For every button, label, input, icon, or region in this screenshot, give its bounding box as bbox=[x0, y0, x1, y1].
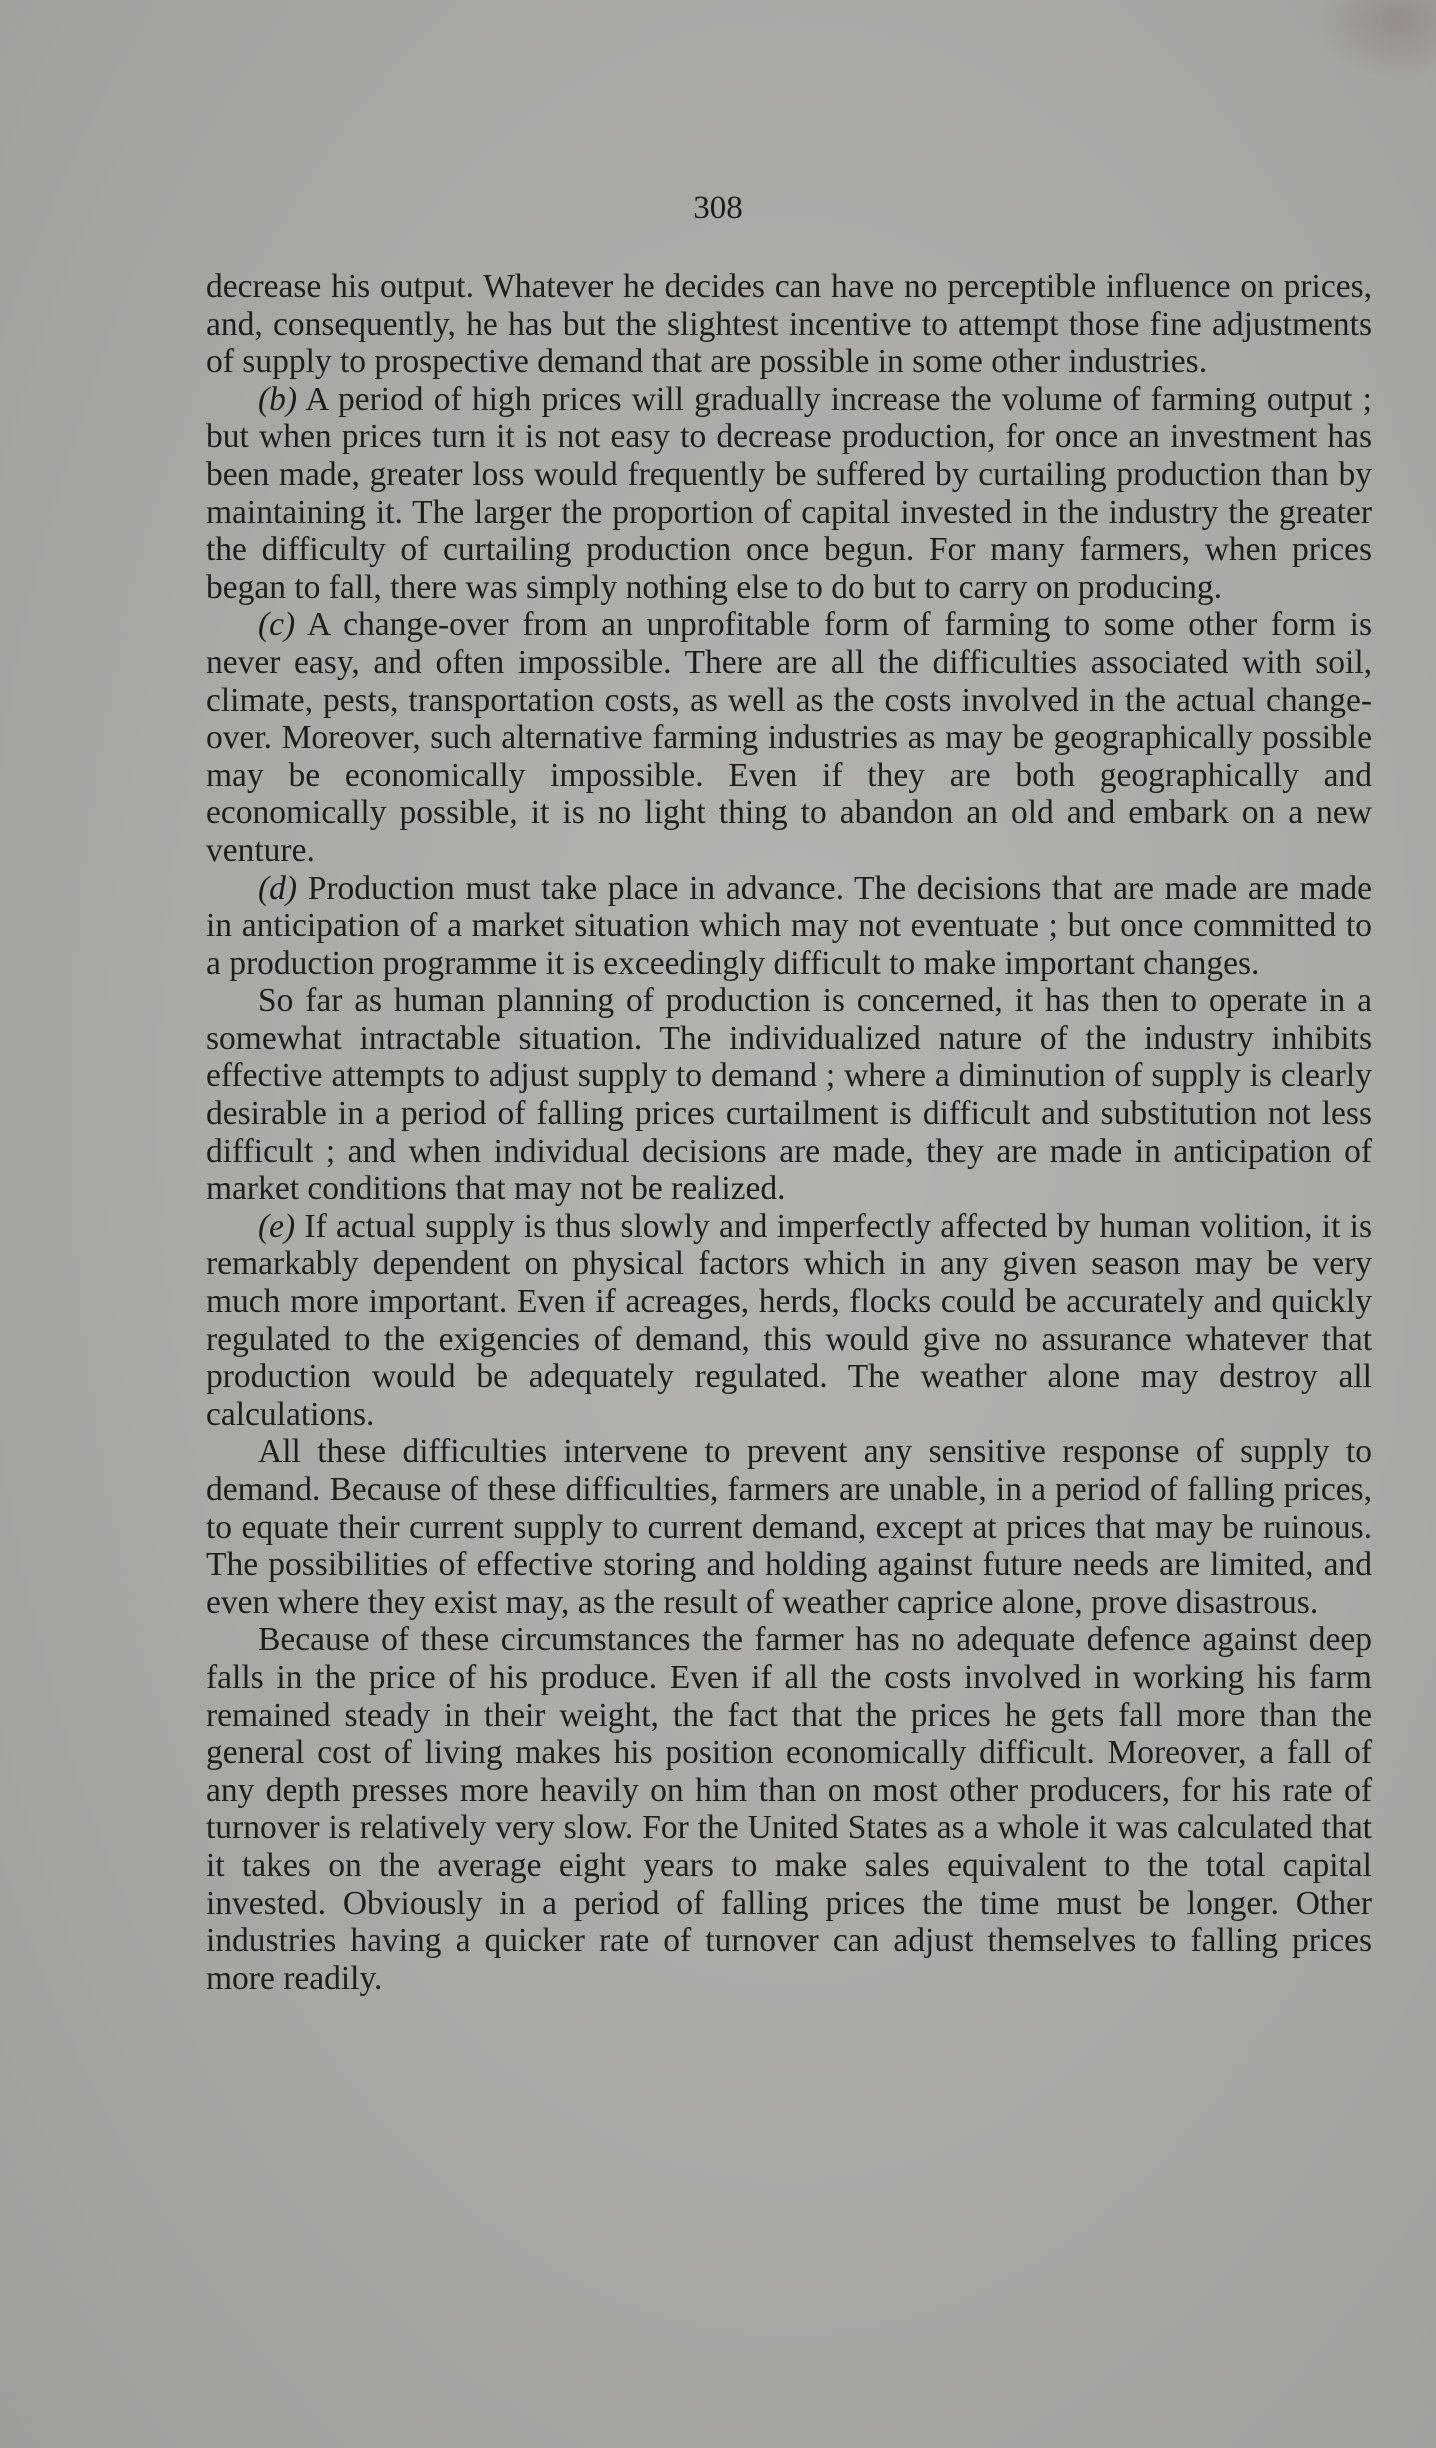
paragraph-b-text: A period of high prices will gradually increase the volume of farming output ; but when prices turn it is not easy to decrease production, for once an investment has been made, greater loss would frequently be suffered by curtailing production than by maintaining it. The larger the proportion of capital invested in the industry the greater the difficulty of curtailing production once begun. For many farmers, when prices began to fall, there was simply nothing else to do but to carry on producing. bbox=[206, 380, 1372, 606]
paragraph-e-label: (e) bbox=[258, 1207, 296, 1245]
paragraph-d bbox=[206, 870, 1372, 983]
paragraph-circumstances-text: Because of these circumstances the farmer has no adequate defence against deep falls in the price of his produce. Even if all the costs involved in working his farm remained steady in their weight, the fact that the prices he gets fall more than the general cost of living makes his position economically difficult. Moreover, a fall of any depth presses more heavily on him than on most other producers, for his rate of turnover is relatively very slow. For the United States as a whole it was calculated that it takes on the average eight years to make sales equivalent to the total capital invested. Obviously in a period of falling prices the time must be longer. Other industries having a quicker rate of turnover can adjust themselves to falling prices more readily. bbox=[206, 1621, 1372, 1997]
paragraph-circumstances bbox=[206, 1621, 1372, 1997]
page-corner-shadow bbox=[1316, 0, 1436, 80]
paragraph-d-text: Production must take place in advance. The decisions that are made are made in anticipation of a market situation which may not eventuate ; but once committed to a production programme it is exceedingly difficult to make important changes. bbox=[206, 869, 1372, 982]
paragraph-planning bbox=[206, 982, 1372, 1208]
paragraph-b bbox=[206, 381, 1372, 607]
paragraph-b-label: (b) bbox=[258, 380, 298, 418]
paragraph-d-label: (d) bbox=[258, 869, 298, 907]
paragraph-difficulties-text: All these difficulties intervene to prevent any sensitive response of supply to demand. Because of these difficulties, farmers are unable, in a period of falling prices, to equate their current supply to current demand, except at prices that may be ruinous. The possibilities of effective storing and holding against future needs are limited, and even where they exist may, as the result of weather caprice alone, prove disastrous. bbox=[206, 1433, 1372, 1621]
body-text bbox=[206, 268, 1372, 1997]
paragraph-difficulties bbox=[206, 1433, 1372, 1621]
paragraph-c-label: (c) bbox=[258, 606, 296, 644]
paragraph-1-text: decrease his output. Whatever he decides can have no perceptible influence on prices, and, consequently, he has but the slightest incentive to attempt those fine adjustments of supply to prospective demand that are possible in some other industries. bbox=[206, 268, 1372, 381]
paragraph-planning-text: So far as human planning of production is concerned, it has then to operate in a somewhat intractable situation. The individualized nature of the industry inhibits effective attempts to adjust supply to demand ; where a diminution of supply is clearly desirable in a period of falling prices curtailment is difficult and substitution not less difficult ; and when individual decisions are made, they are made in anticipation of market conditions that may not be realized. bbox=[206, 982, 1372, 1208]
page-number: 308 bbox=[693, 190, 743, 226]
paragraph-c-text: A change-over from an unprofitable form of farming to some other form is never easy, and often impossible. There are all the difficulties associated with soil, climate, pests, transportation costs, as well as the costs involved in the actual change-over. Moreover, such alternative farming industries as may be geographically possible may be economically impossible. Even if they are both geographically and economically possible, it is no light thing to abandon an old and embark on a new venture. bbox=[206, 606, 1372, 869]
paragraph-1 bbox=[206, 268, 1372, 381]
paragraph-e-text: If actual supply is thus slowly and imperfectly affected by human volition, it is remarkably dependent on physical factors which in any given season may be very much more important. Even if acreages, herds, flocks could be accurately and quickly regulated to the exigencies of demand, this would give no assurance whatever that production would be adequately regulated. The weather alone may destroy all calculations. bbox=[206, 1207, 1372, 1433]
paragraph-c bbox=[206, 606, 1372, 869]
paragraph-e bbox=[206, 1208, 1372, 1434]
